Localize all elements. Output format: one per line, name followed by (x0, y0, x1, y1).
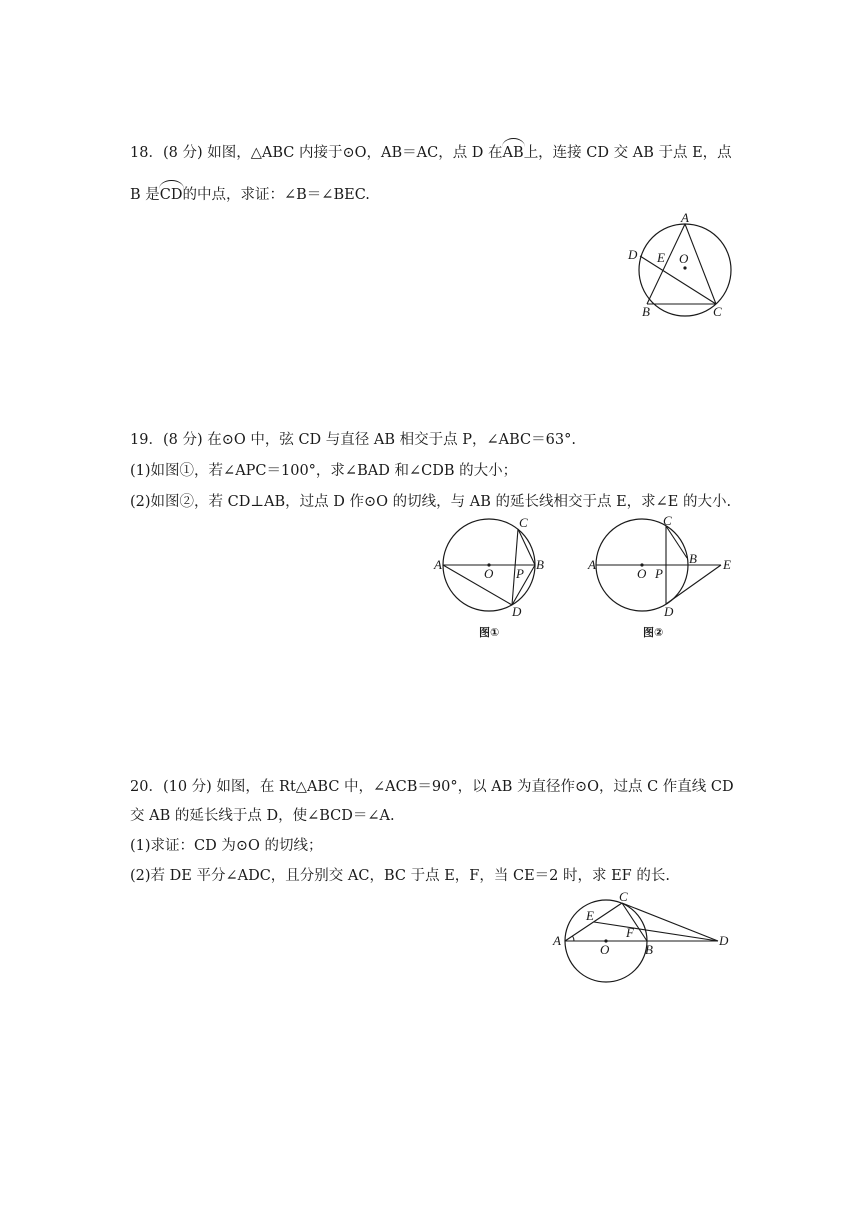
label-b: B (536, 557, 544, 572)
label-c: C (713, 304, 722, 319)
label-a: A (588, 557, 596, 572)
label-b: B (689, 551, 697, 566)
label-a: A (553, 933, 561, 948)
label-o: O (484, 566, 494, 581)
label-p: P (655, 566, 663, 581)
q18-line-1 (130, 143, 732, 163)
arc-cd: CD (159, 187, 183, 203)
label-d: D (628, 247, 638, 262)
segment-ad (443, 565, 512, 605)
label-c: C (663, 513, 672, 528)
q18-line-2 (130, 185, 370, 205)
label-e: E (586, 908, 594, 923)
q18-text: 上，连接 CD 交 AB 于点 E，点 (523, 145, 732, 161)
segment-cd (640, 256, 716, 304)
q20-line-4: (2)若 DE 平分∠ADC，且分别交 AC，BC 于点 E，F，当 CE＝2 时，求 EF 的长. (130, 868, 670, 884)
label-b: B (645, 942, 653, 957)
tangent-de (666, 565, 721, 604)
label-p: P (516, 566, 524, 581)
q20-line-2: 交 AB 的延长线于点 D，使∠BCD＝∠A. (130, 808, 395, 824)
label-b: B (642, 304, 650, 319)
q19-line-2: (1)如图①，若∠APC＝100°，求∠BAD 和∠CDB 的大小； (130, 463, 518, 479)
label-c: C (619, 889, 628, 904)
label-d: D (719, 933, 729, 948)
q20-line-1: 20．(10 分) 如图，在 Rt△ABC 中，∠ACB＝90°，以 AB 为直径作⊙O，过点 C 作直线 CD (130, 779, 734, 795)
label-a: A (681, 210, 689, 225)
segment-cb (518, 529, 535, 565)
q19-figure-2 (590, 515, 740, 645)
label-e: E (657, 250, 665, 265)
label-a: A (434, 557, 442, 572)
q20-line-3: (1)求证：CD 为⊙O 的切线； (130, 838, 323, 854)
q19-line-3: (2)如图②，若 CD⊥AB，过点 D 作⊙O 的切线，与 AB 的延长线相交于点 E，求∠E 的大小. (130, 494, 732, 510)
label-o: O (637, 566, 647, 581)
label-e: E (723, 557, 731, 572)
label-d: D (512, 604, 522, 619)
q18-text: B 是 (130, 187, 160, 203)
bisector-de (594, 922, 718, 941)
center-dot (683, 266, 686, 269)
segment-cb (666, 526, 687, 558)
q20-figure (550, 890, 735, 990)
segment-ac (685, 224, 716, 304)
label-o: O (679, 251, 689, 266)
arc-ab: AB (502, 145, 524, 161)
label-f: F (626, 925, 634, 940)
label-o: O (600, 942, 610, 957)
caption-figure-1: 图① (479, 626, 500, 639)
circle-o (639, 224, 731, 316)
q18-text: 的中点，求证：∠B＝∠BEC. (182, 187, 370, 203)
tangent-cd (622, 903, 718, 941)
caption-figure-2: 图② (643, 626, 664, 639)
q19-line-1: 19．(8 分) 在⊙O 中，弦 CD 与直径 AB 相交于点 P，∠ABC＝63°. (130, 432, 576, 448)
label-c: C (519, 515, 528, 530)
label-d: D (664, 604, 674, 619)
q19-figure-1 (432, 515, 552, 645)
q18-figure (620, 205, 740, 320)
q18-text: 18．(8 分) 如图，△ABC 内接于⊙O，AB＝AC，点 D 在 (130, 145, 503, 161)
angle-mark (573, 936, 575, 941)
